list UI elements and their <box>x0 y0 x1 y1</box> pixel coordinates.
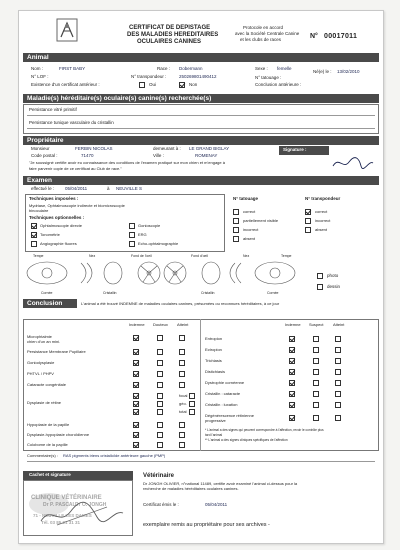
left-row-label: Dysplasie de rétine <box>27 400 62 405</box>
section-proprietaire: Propriétaire <box>23 136 379 145</box>
left-row-label: Dysplasie-hypoplasie choroïdienne <box>27 432 90 437</box>
existence-oui-checkbox[interactable] <box>139 82 145 88</box>
a-value: NEUVILLE S <box>116 186 143 191</box>
transpondeur-label: N° transpondeur : <box>131 74 167 79</box>
left-douteux-checkbox[interactable] <box>157 442 163 448</box>
right-row-label: Ectropion <box>205 347 222 352</box>
option-gonioscopie-checkbox[interactable] <box>129 223 135 229</box>
monsieur-value: FERBIN NICOLAS <box>75 146 113 151</box>
tatouage-absent-checkbox[interactable] <box>233 236 239 242</box>
sexe-label: Sexe : <box>255 66 268 71</box>
conclusion-anterieure-label: Conclusion antérieure : <box>255 82 302 87</box>
left-atteint-checkbox[interactable] <box>179 442 185 448</box>
stamp-line-1: CLINIQUE VÉTÉRINAIRE <box>31 495 102 501</box>
option-echo-checkbox[interactable] <box>129 241 135 247</box>
left-douteux-checkbox[interactable] <box>157 393 163 399</box>
left-douteux-checkbox[interactable] <box>157 401 163 407</box>
transpondeur-incorrect-checkbox[interactable] <box>305 218 311 224</box>
option-echo-label: Echo-ophtalmographie <box>138 241 179 246</box>
left-row-label: Hypoplasie de la papille <box>27 422 70 427</box>
right-atteint-checkbox[interactable] <box>335 336 341 342</box>
left-douteux-checkbox[interactable] <box>157 349 163 355</box>
existence-label: Existence d'un certificat antérieur : <box>31 82 100 87</box>
tatouage-partiel-checkbox[interactable] <box>233 218 239 224</box>
ville-label: Ville : <box>153 153 164 158</box>
diagram-label-nez-right: Nez <box>243 254 250 258</box>
section-veterinaire: Vétérinaire <box>143 473 175 479</box>
left-indemne-checkbox[interactable] <box>133 432 139 438</box>
transpondeur-incorrect-label: incorrect <box>315 218 331 223</box>
transpondeur-correct-checkbox[interactable] <box>305 209 311 215</box>
right-atteint-checkbox[interactable] <box>335 358 341 364</box>
right-atteint-checkbox[interactable] <box>335 347 341 353</box>
maladie-line-2: Persistance tunique vasculaire du cristallin <box>29 120 114 125</box>
option-ophtalmoscopie-checkbox[interactable] <box>31 223 37 229</box>
right-row-label: Trichiasis <box>205 358 222 363</box>
transpondeur-absent-checkbox[interactable] <box>305 227 311 233</box>
right-suspect-checkbox[interactable] <box>313 347 319 353</box>
option-angiographie-label: Angiographie fluores <box>40 241 77 246</box>
right-indemne-checkbox[interactable] <box>289 402 295 408</box>
title-line-2: DES MALADIES HEREDITAIRES <box>127 32 219 38</box>
right-suspect-checkbox[interactable] <box>313 336 319 342</box>
tatouage-absent-label: absent <box>243 236 256 241</box>
non-label: Non <box>189 82 198 87</box>
right-atteint-checkbox[interactable] <box>335 391 341 397</box>
nom-value: FIRST BABY <box>59 66 86 71</box>
right-suspect-checkbox[interactable] <box>313 369 319 375</box>
left-indemne-checkbox[interactable] <box>133 382 139 388</box>
right-suspect-checkbox[interactable] <box>313 415 319 421</box>
left-atteint-checkbox[interactable] <box>189 401 195 407</box>
left-douteux-checkbox[interactable] <box>157 422 163 428</box>
conclusion-intro: L'animal a été trouvé INDEMNE de maladies oculaires canines, présumées ou reconnues héréditaires, à ce jour <box>81 301 280 306</box>
race-value: Dobermann <box>179 66 203 71</box>
right-suspect-checkbox[interactable] <box>313 380 319 386</box>
right-indemne-checkbox[interactable] <box>289 391 295 397</box>
left-indemne-checkbox[interactable] <box>133 409 139 415</box>
left-atteint-checkbox[interactable] <box>179 371 185 377</box>
left-row-label: Goniodysplasie <box>27 360 55 365</box>
attest-line-1: Dr JONGH OLIVIER, n°national 11489, certifie avoir examiné l'animal ci-dessus pour la <box>143 481 298 486</box>
certificate-page <box>18 10 384 544</box>
certificat-label: Certificat émis le : <box>143 502 179 507</box>
section-conclusion: Conclusion <box>23 299 77 308</box>
option-tonometrie-checkbox[interactable] <box>31 232 37 238</box>
lof-label: N° LOF : <box>31 74 49 79</box>
retine-sub-total: total <box>179 409 187 414</box>
left-atteint-checkbox[interactable] <box>189 393 195 399</box>
section-maladies: Maladie(s) héréditaire(s) oculaire(s) canine(s) recherchée(s) <box>23 94 379 103</box>
left-row-label-2: chien d'un an mini. <box>27 339 61 344</box>
option-tonometrie-label: Tonométrie <box>40 232 60 237</box>
tatouage-incorrect-checkbox[interactable] <box>233 227 239 233</box>
left-indemne-checkbox[interactable] <box>133 335 139 341</box>
left-row-label: Cataracte congénitale <box>27 382 66 387</box>
protocol-line-3: et les clubs de races <box>240 37 282 42</box>
diagram-label-cristallin-left: Cristallin <box>103 291 117 295</box>
a-label: à <box>107 186 110 191</box>
section-examen: Examen <box>23 176 379 185</box>
right-indemne-checkbox[interactable] <box>289 347 295 353</box>
right-suspect-checkbox[interactable] <box>313 402 319 408</box>
left-douteux-checkbox[interactable] <box>157 335 163 341</box>
retine-sub-focal: focal <box>179 393 188 398</box>
diagram-label-tempe-left: Tempe <box>33 254 44 258</box>
right-atteint-checkbox[interactable] <box>335 380 341 386</box>
right-indemne-checkbox[interactable] <box>289 336 295 342</box>
certificat-value: 05/04/2011 <box>205 502 228 507</box>
declaration-line-1: "Je soussigné certifie avoir eu connaissance des conditions de l'examen pratiqué sur mon chien et m'engage à <box>29 160 225 165</box>
left-douteux-checkbox[interactable] <box>157 360 163 366</box>
ne-value: 13/02/2010 <box>337 69 360 74</box>
right-row-label-2: progressive <box>205 418 226 423</box>
right-suspect-checkbox[interactable] <box>313 358 319 364</box>
col-indemne-right: Indemne <box>285 322 301 327</box>
left-atteint-checkbox[interactable] <box>179 349 185 355</box>
left-row-label: PHTVL / PHPV <box>27 371 54 376</box>
existence-non-checkbox[interactable] <box>179 82 185 88</box>
diagram-label-cristallin-right: Cristallin <box>201 291 215 295</box>
ssc-logo-icon <box>55 17 79 43</box>
col-douteux-left: Douteux <box>153 322 168 327</box>
left-douteux-checkbox[interactable] <box>157 382 163 388</box>
right-row-label: Cristallin : luxation <box>205 402 238 407</box>
techniques-imposees-line-1: Mydriase, Ophtalmoscopie indirecte et biomicroscopie <box>29 203 125 208</box>
diagram-label-fond-left: Fond de l'oeil <box>131 254 152 258</box>
footnote-2: tard l'animal <box>205 433 223 437</box>
title-line-3: OCULAIRES CANINES <box>137 39 202 45</box>
diagram-label-fond-right: Fond d'oeil <box>191 254 209 258</box>
left-atteint-checkbox[interactable] <box>189 409 195 415</box>
commentaires-value: RAS pigments iriens cristalloïde antérieure gauche (PMP) <box>63 453 166 458</box>
right-atteint-checkbox[interactable] <box>335 402 341 408</box>
code-postal-label: Code postal : <box>31 153 58 158</box>
certificate-number-label: N° <box>310 33 318 40</box>
footer-note: exemplaire remis au propriétaire pour ses archives - <box>143 522 270 528</box>
option-gonioscopie-label: Gonioscopie <box>138 223 161 228</box>
transpondeur-absent-label: absent <box>315 227 328 232</box>
right-indemne-checkbox[interactable] <box>289 380 295 386</box>
oui-label: Oui <box>149 82 157 87</box>
left-indemne-checkbox[interactable] <box>133 393 139 399</box>
monsieur-label: Monsieur <box>31 146 50 151</box>
cachet-label: Cachet et signature <box>29 472 71 477</box>
left-atteint-checkbox[interactable] <box>179 360 185 366</box>
effectue-label: effectué le : <box>31 186 55 191</box>
left-douteux-checkbox[interactable] <box>157 371 163 377</box>
dessin-checkbox[interactable] <box>317 284 323 290</box>
tatouage-correct-checkbox[interactable] <box>233 209 239 215</box>
techniques-optionnelles-label: Techniques optionnelles : <box>29 215 85 220</box>
option-angiographie-checkbox[interactable] <box>31 241 37 247</box>
left-atteint-checkbox[interactable] <box>179 422 185 428</box>
left-row-label: Persistance Membrane Pupillaire <box>27 349 86 354</box>
col-atteint-left: Atteint <box>177 322 189 327</box>
tatouage-header: N° tatouage <box>233 196 259 201</box>
right-suspect-checkbox[interactable] <box>313 391 319 397</box>
left-indemne-checkbox[interactable] <box>133 401 139 407</box>
transpondeur-header: N° transpondeur <box>305 196 341 201</box>
left-row-label: Microphtalmie <box>27 334 52 339</box>
tatouage-label: N° tatouage : <box>255 75 282 80</box>
left-indemne-checkbox[interactable] <box>133 371 139 377</box>
photo-label: photo <box>327 273 339 278</box>
effectue-value: 05/04/2011 <box>65 186 88 191</box>
footnote-1: * L'animal a des signes qui peuvent correspondre à l'affection, revoir le contrôle plus <box>205 428 324 432</box>
race-label: Race : <box>157 66 171 71</box>
stamp-line-2: Dr P. PASCAL <box>43 502 76 508</box>
attest-line-2: recherche de maladies héréditaires oculaires canines. <box>143 486 239 491</box>
option-ophtalmoscopie-label: Ophtalmoscopie directe <box>40 223 83 228</box>
right-row-label: Cristallin : cataracte <box>205 391 241 396</box>
option-erg-label: ERG <box>138 232 147 237</box>
right-row-label: Dégénérescence rétinienne <box>205 413 254 418</box>
option-erg-checkbox[interactable] <box>129 232 135 238</box>
left-douteux-checkbox[interactable] <box>157 432 163 438</box>
right-row-label: Distichiasis <box>205 369 226 374</box>
diagram-label-cornee-left: Cornée <box>41 291 53 295</box>
title-line-1: CERTIFICAT DE DEPISTAGE <box>129 25 211 31</box>
col-atteint-right: Atteint <box>333 322 345 327</box>
left-indemne-checkbox[interactable] <box>133 442 139 448</box>
left-atteint-checkbox[interactable] <box>179 382 185 388</box>
right-indemne-checkbox[interactable] <box>289 358 295 364</box>
photo-checkbox[interactable] <box>317 273 323 279</box>
section-animal: Animal <box>23 53 379 62</box>
tatouage-partiel-label: partiellement visible <box>243 218 279 223</box>
eye-diagrams <box>25 260 305 290</box>
retine-sub-geo: géo. <box>179 401 187 406</box>
stamp-line-5: Tél. 03 85 21 31 31 <box>41 520 81 525</box>
diagram-label-cornee-right: Cornée <box>267 291 279 295</box>
left-douteux-checkbox[interactable] <box>157 409 163 415</box>
diagram-label-tempe-right: Tempe <box>281 254 292 258</box>
diagram-label-nez-left: Nez <box>89 254 96 258</box>
certificate-number: 00017011 <box>324 33 358 40</box>
right-row-label: Dystrophie cornéenne <box>205 380 245 385</box>
col-indemne-left: Indemne <box>129 322 145 327</box>
left-indemne-checkbox[interactable] <box>133 349 139 355</box>
owner-signature <box>331 154 375 172</box>
transpondeur-correct-label: correct <box>315 209 328 214</box>
techniques-imposees-label: Techniques imposées : <box>29 196 79 201</box>
right-indemne-checkbox[interactable] <box>289 415 295 421</box>
protocol-line-2: avec la Société Centrale Canine <box>235 31 300 36</box>
ne-label: Né(e) le : <box>313 69 332 74</box>
tatouage-incorrect-label: incorrect <box>243 227 259 232</box>
maladie-line-1: Persistance vitré primitif <box>29 107 77 112</box>
demeurant-label: demeurant à : <box>153 146 181 151</box>
right-atteint-checkbox[interactable] <box>335 415 341 421</box>
declaration-line-2: faire parvenir copie de ce certificat au Club de race." <box>29 166 122 171</box>
stamp-line-3: Dr O. JONGH <box>75 502 107 508</box>
code-postal-value: 71470 <box>81 153 94 158</box>
ville-value: ROMENAY <box>195 153 218 158</box>
nom-label: Nom : <box>31 66 44 71</box>
right-indemne-checkbox[interactable] <box>289 369 295 375</box>
demeurant-value: LE GRAND BIGLAY <box>189 146 230 151</box>
right-row-label: Entropion <box>205 336 223 341</box>
techniques-imposees-line-2: binoculaire <box>29 208 49 213</box>
sexe-value: femelle <box>277 66 292 71</box>
signature-label: Signature : <box>283 147 307 152</box>
left-row-label: Colobome de la papille <box>27 442 68 447</box>
left-atteint-checkbox[interactable] <box>179 432 185 438</box>
footnote-3: ** L'animal a des signes cliniques spécifiques de l'affection <box>205 438 288 442</box>
commentaires-label: Commentaire(s) : <box>27 453 58 458</box>
left-indemne-checkbox[interactable] <box>133 360 139 366</box>
tatouage-correct-label: correct <box>243 209 256 214</box>
stamp-line-4: 71 - NEUVILLE LES DAMES <box>33 513 92 518</box>
left-indemne-checkbox[interactable] <box>133 422 139 428</box>
protocol-line-1: Protocole en accord <box>243 25 284 30</box>
transpondeur-value: 250269801490412 <box>179 74 217 79</box>
right-atteint-checkbox[interactable] <box>335 369 341 375</box>
dessin-label: dessin <box>327 284 341 289</box>
left-atteint-checkbox[interactable] <box>179 335 185 341</box>
col-suspect-right: Suspect <box>309 322 324 327</box>
